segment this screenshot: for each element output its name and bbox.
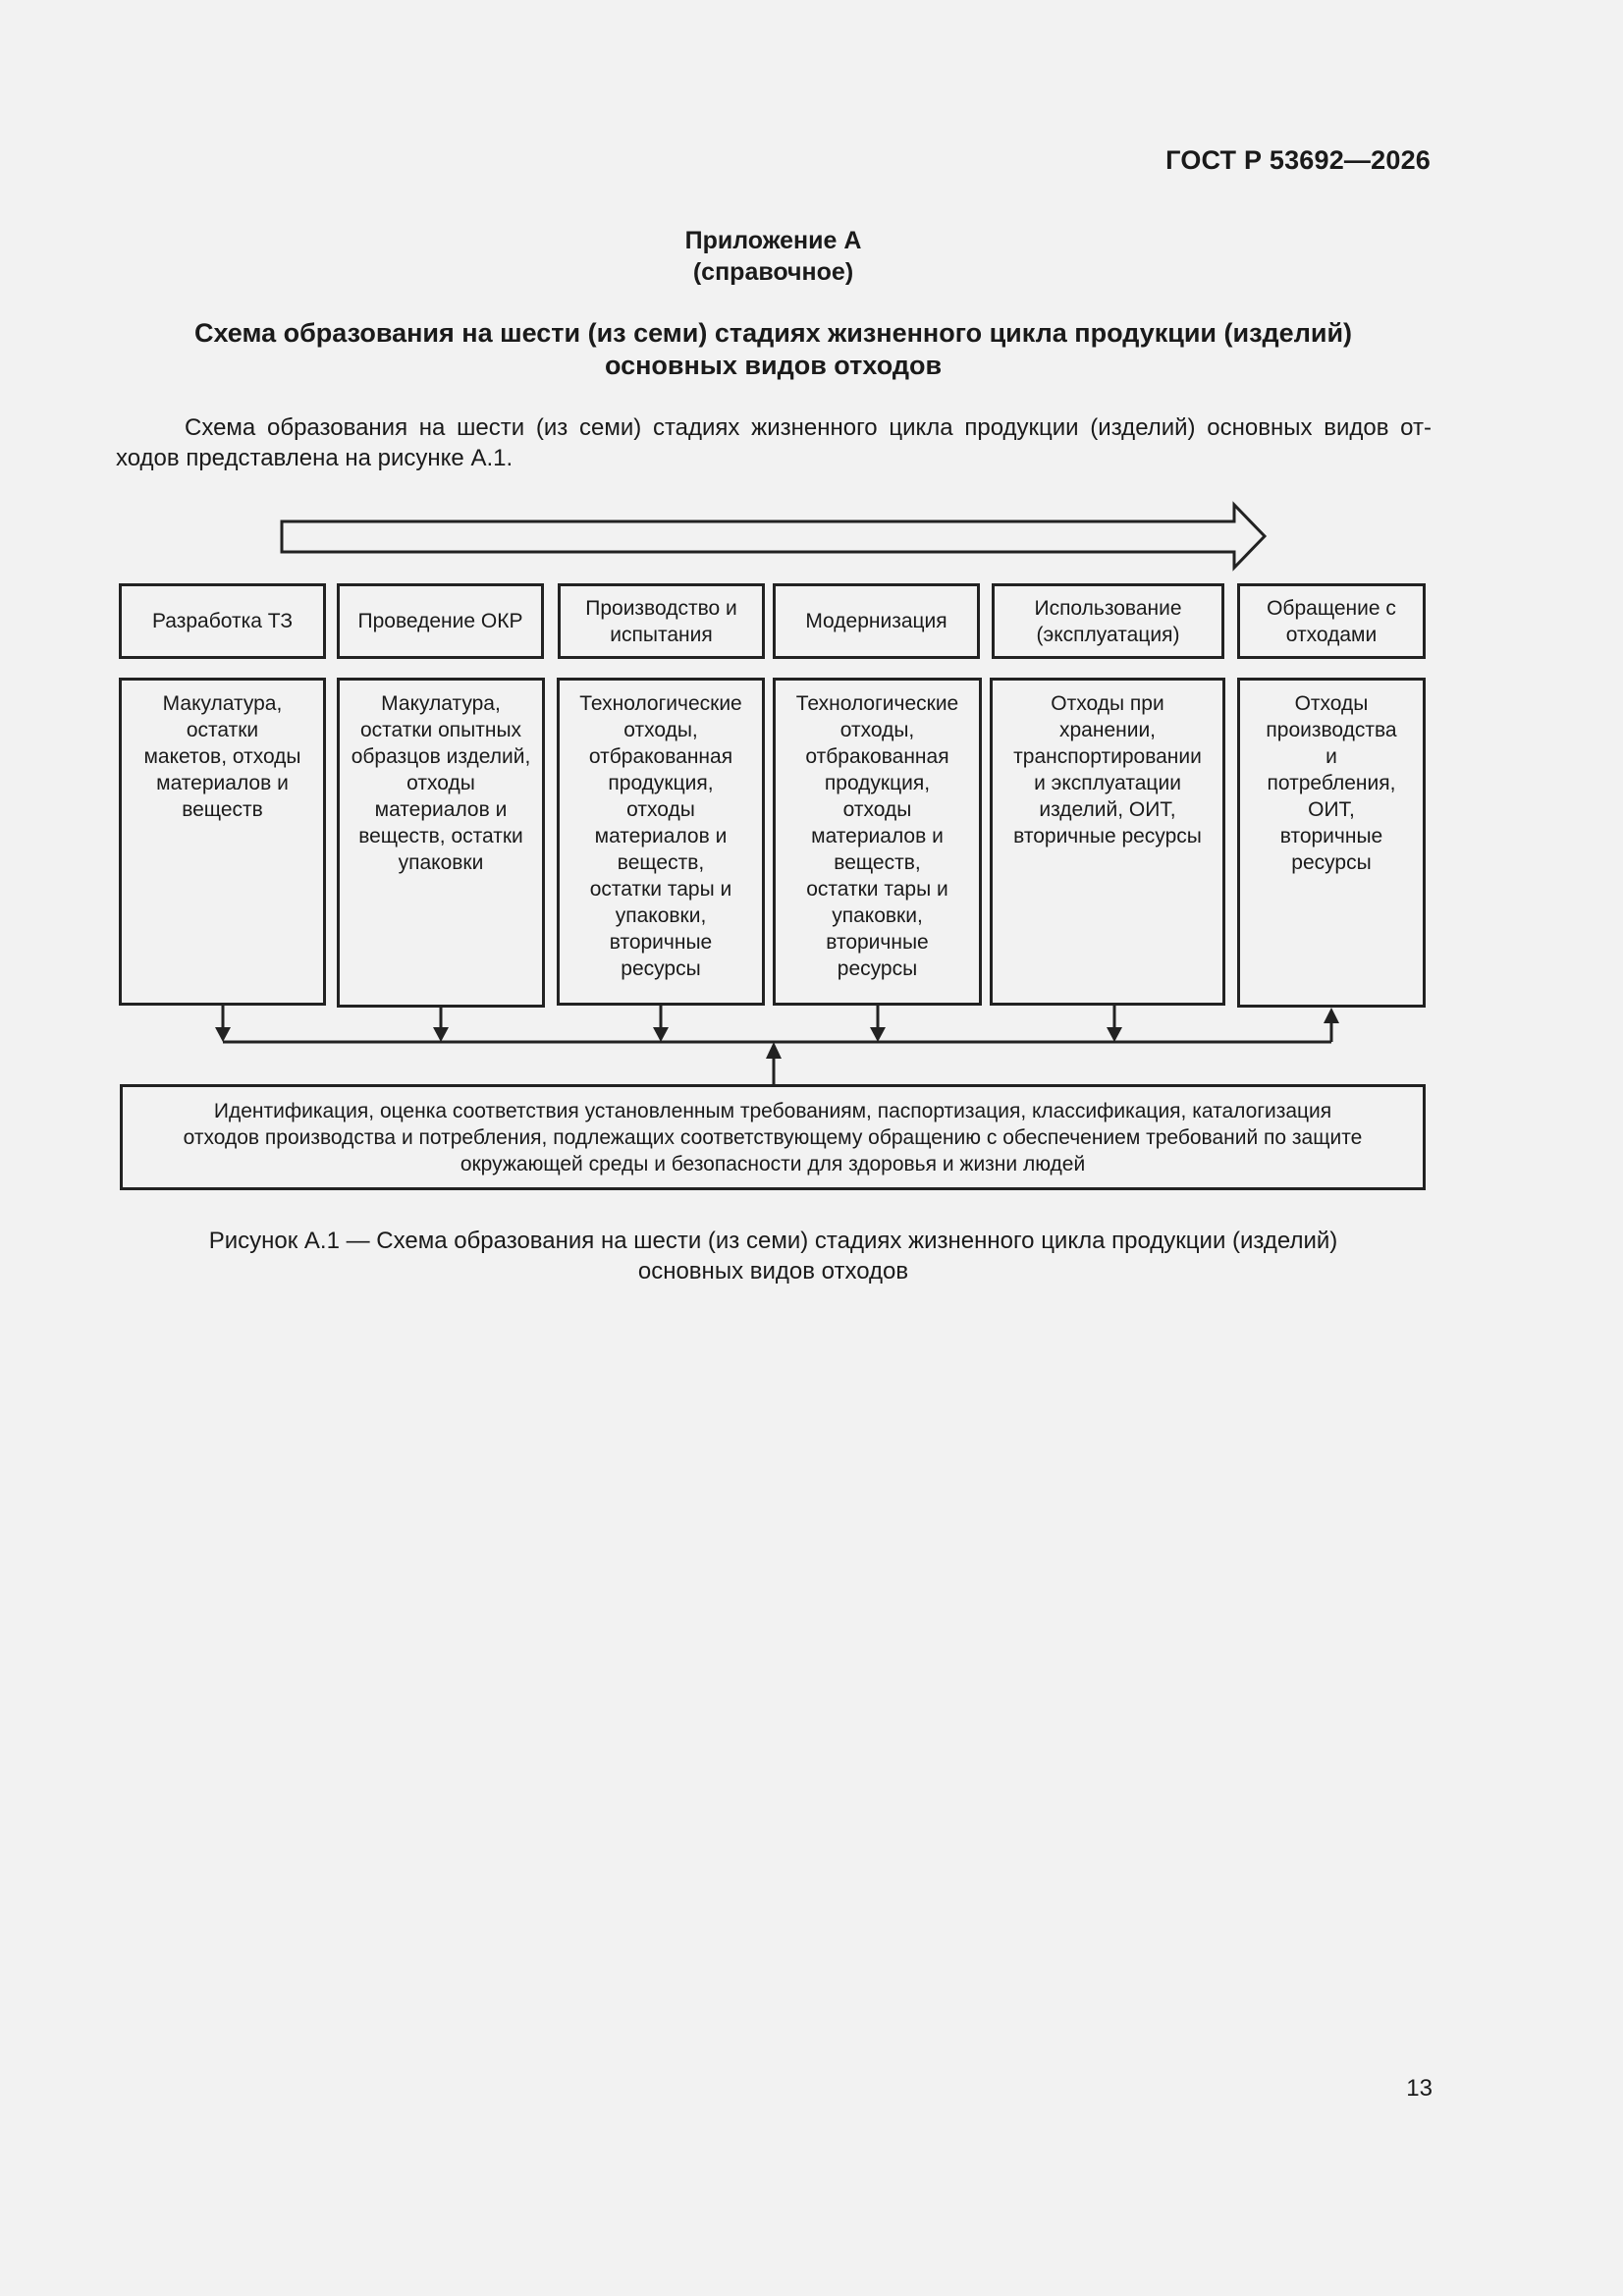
waste-line: изделий, ОИТ, [1039,798,1176,821]
waste-line: упаковки [398,851,484,874]
waste-line: остатки тары и [806,878,948,901]
waste-line: образцов изделий, [351,745,531,768]
waste-line: отходы [626,798,695,821]
figure-caption [0,1226,1546,1286]
lifecycle-arrow [282,505,1265,568]
stage-box-6 [1237,583,1426,659]
waste-line: Технологические [579,692,742,715]
waste-line: веществ, остатки [358,825,523,847]
waste-box-6 [1237,678,1426,1008]
waste-line: транспортировании [1013,745,1202,768]
waste-line: Технологические [795,692,959,715]
stage-label: испытания [610,623,713,646]
waste-line: отбракованная [588,745,733,768]
waste-line: отходы, [839,719,915,741]
waste-line: веществ, [617,851,705,874]
document-code: ГОСТ Р 53692—2026 [1165,145,1431,175]
identification-box [120,1084,1426,1190]
waste-line: упаковки, [615,904,707,927]
arrowhead-3 [653,1027,669,1042]
waste-line: макетов, отходы [143,745,301,768]
waste-box-1 [119,678,326,1006]
waste-line: материалов и [811,825,944,847]
waste-line: ОИТ, [1308,798,1355,821]
stage-label: Проведение ОКР [357,610,523,632]
annex-subtitle: (справочное) [692,258,854,286]
waste-line: материалов и [374,798,508,821]
waste-line: ресурсы [1291,851,1372,874]
waste-line: Отходы [1294,692,1369,715]
waste-line: производства [1266,719,1397,741]
waste-line: Макулатура, [162,692,283,715]
waste-line: вторичные [1279,825,1383,847]
stage-box-1 [119,583,326,659]
waste-box-3 [557,678,765,1006]
stage-label: Использование [1034,596,1182,620]
intro-line-2: ходов представлена на рисунке А.1. [116,445,514,471]
waste-line: материалов и [156,772,289,794]
arrowhead-2 [433,1027,449,1042]
caption-line-1: Рисунок А.1 — Схема образования на шести (из семи) стадиях жизненного цикла продукции (изделий) [208,1228,1338,1254]
stage-label: Производство и [585,596,737,620]
stage-label: Разработка ТЗ [151,610,294,632]
stage-box-3 [558,583,765,659]
identification-line-2: отходов производства и потребления, подлежащих соответствующему обращению с обеспечением требований по защите [183,1125,1363,1149]
heading-line-1: Схема образования на шести (из семи) стадиях жизненного цикла продукции (изделий) [193,318,1353,348]
annex-title: Приложение А [684,227,862,254]
waste-line: упаковки, [832,904,923,927]
waste-line: веществ [182,798,263,821]
waste-box-5 [990,678,1225,1006]
stage-label: Модернизация [805,610,947,632]
identification-line-3: окружающей среды и безопасности для здоровья и жизни людей [460,1152,1086,1175]
waste-line: продукция, [824,772,931,794]
caption-line-2: основных видов отходов [637,1258,909,1285]
stage-box-5 [992,583,1224,659]
waste-line: Макулатура, [381,692,501,715]
waste-line: потребления, [1267,772,1396,794]
stage-box-2 [337,583,544,659]
waste-line: продукция, [608,772,714,794]
identification-line-1: Идентификация, оценка соответствия установленным требованиям, паспортизация, классификация, каталогизация [213,1099,1332,1122]
stage-label: отходами [1285,623,1378,646]
intro-line-1: Схема образования на шести (из семи) стадиях жизненного цикла продукции (изделий) основных видов от- [185,414,1432,441]
waste-line: остатки [186,719,259,741]
arrowhead-ident [766,1042,782,1059]
page-number: 13 [1406,2075,1433,2102]
stage-box-4 [773,583,980,659]
stage-label: (эксплуатация) [1036,623,1180,646]
waste-line: и эксплуатации [1034,772,1181,794]
waste-line: остатки тары и [589,878,732,901]
waste-line: отходы, [623,719,698,741]
waste-line: веществ, [834,851,921,874]
waste-line: ресурсы [621,957,701,980]
waste-line: ресурсы [837,957,918,980]
waste-line: вторичные ресурсы [1013,825,1202,847]
arrowhead-5 [1107,1027,1122,1042]
waste-line: отходы [406,772,475,794]
waste-line: и [1325,745,1337,768]
waste-box-4 [773,678,982,1006]
waste-line: отходы [842,798,912,821]
arrowhead-1 [215,1027,231,1042]
waste-line: отбракованная [805,745,949,768]
waste-line: вторичные [826,931,929,954]
waste-box-2 [337,678,545,1008]
arrowhead-6 [1324,1008,1339,1023]
waste-line: хранении, [1058,719,1157,741]
waste-line: вторичные [609,931,713,954]
waste-line: остатки опытных [359,719,522,741]
waste-line: материалов и [594,825,728,847]
heading-line-2: основных видов отходов [604,351,943,380]
arrowhead-4 [870,1027,886,1042]
waste-line: Отходы при [1051,692,1164,715]
stage-label: Обращение с [1267,596,1396,620]
